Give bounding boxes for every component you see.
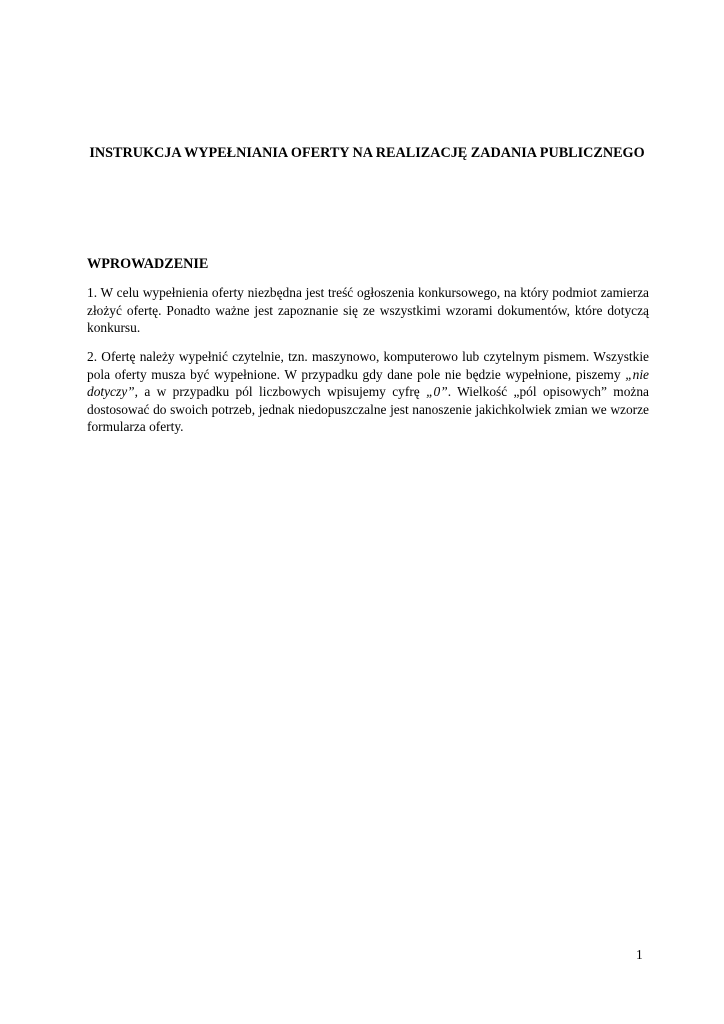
paragraph-2 — [87, 348, 649, 436]
paragraph-2-text-a: 2. Ofertę należy wypełnić czytelnie, tzn. maszynowo, komputerowo lub czytelnym pismem. Wszystkie pola oferty musza być wypełnione. W przypadku gdy dane pole nie będzie wypełnione, piszemy — [87, 349, 649, 382]
paragraph-2-italic-nie-dotyczy: „nie dotyczy” — [87, 366, 649, 400]
page-number: 1 — [636, 947, 643, 962]
paragraph-2-text-c: . Wielkość „pól opisowych” można dostosować do swoich potrzeb, jednak niedopuszczalne jest nanoszenie jakichkolwiek zmian we wzorze formularza oferty. — [87, 384, 649, 435]
paragraph-2-text-b: , a w przypadku pól liczbowych wpisujemy cyfrę — [134, 384, 427, 400]
section-heading: WPROWADZENIE — [87, 256, 209, 272]
paragraph-2-italic-zero: „0” — [426, 384, 448, 400]
paragraph-1: 1. W celu wypełnienia oferty niezbędna jest treść ogłoszenia konkursowego, na który podmiot zamierza złożyć ofertę. Ponadto ważne jest zapoznanie się ze wszystkimi wzorami dokumentów, które dotyczą konkursu. — [87, 285, 649, 336]
document-title: INSTRUKCJA WYPEŁNIANIA OFERTY NA REALIZACJĘ ZADANIA PUBLICZNEGO — [89, 145, 645, 161]
